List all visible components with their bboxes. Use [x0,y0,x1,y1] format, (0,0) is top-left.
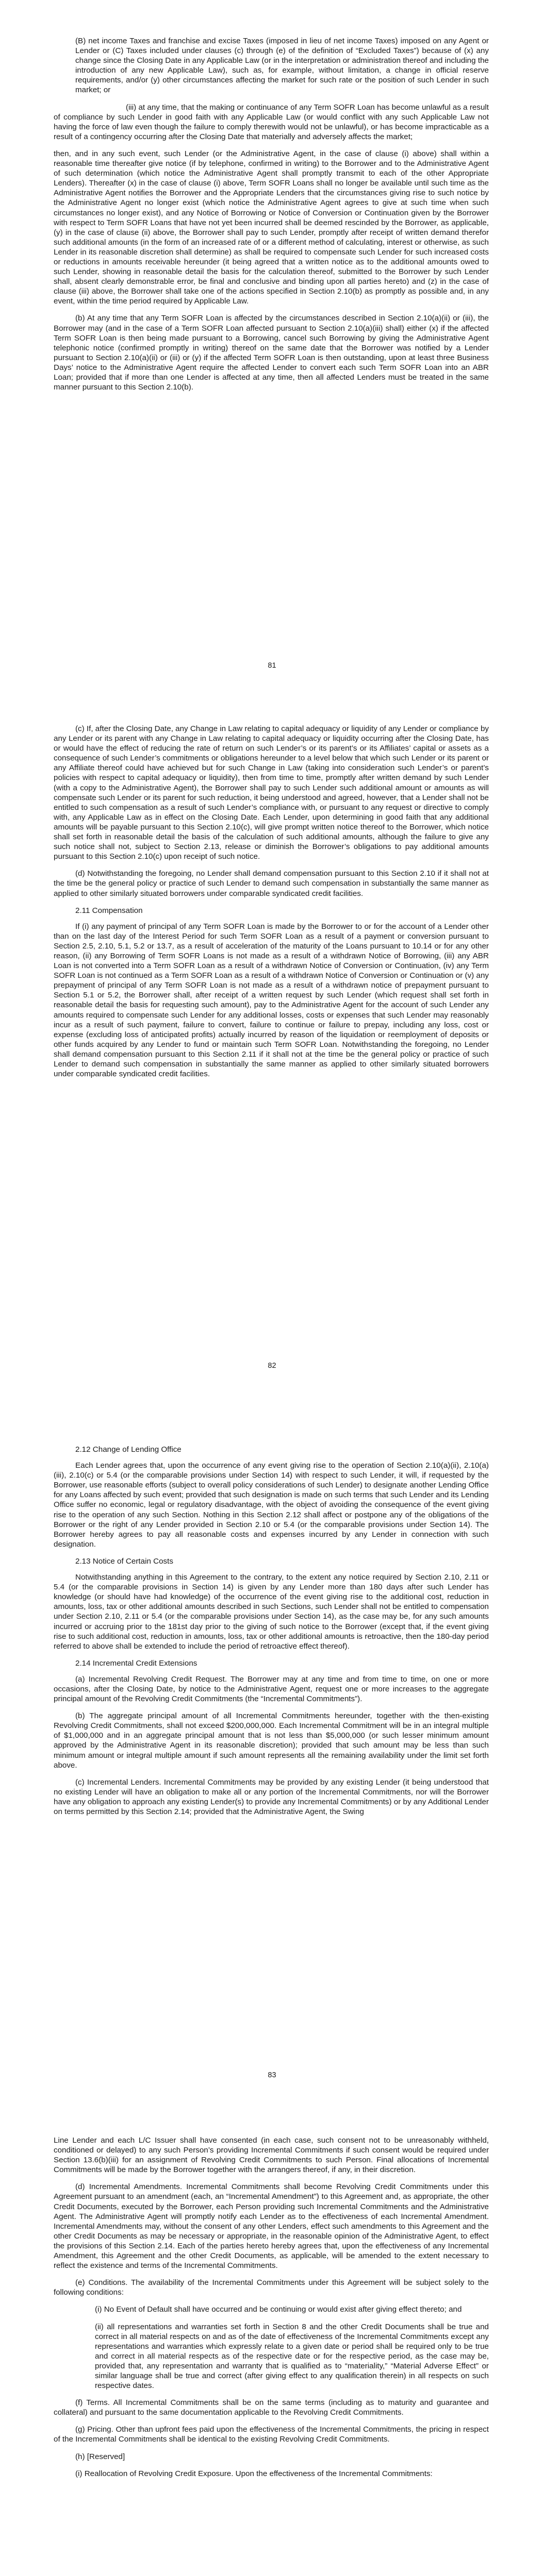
list-item: (ii) all representations and warranties set forth in Section 8 and the other Credit Documents shall be true and correct in all material respects on and as of the date of effectiveness of the Incremental Commitments except any representations and warranties which expressly relate to a given date or period shall be required only to be true and correct in all material respects as of the respective date or for the respective period, as the case may be, provided that, any representation and warranty that is qualified as to “materiality,” “Material Adverse Effect” or similar language shall be true and correct (after giving effect to any qualification therein) in all respects on such respective dates. [95,2322,489,2391]
paragraph: (c) If, after the Closing Date, any Change in Law relating to capital adequacy or liquidity of any Lender or compliance by any Lender or its parent with any Change in Law relating to capital adequacy or liquidity occurring after the Closing Date, has or would have the effect of reducing the rate of return on such Lender’s or its parent’s or its Affiliates’ capital or assets as a consequence of such Lender’s commitments or obligations hereunder to a level below that which such Lender or its parent or any Affiliate thereof could have achieved but for such Change in Law (taking into consideration such Lender’s or parent’s policies with respect to capital adequacy or liquidity), then from time to time, promptly after written demand by such Lender (with a copy to the Administrative Agent), the Borrower shall pay to such Lender such additional amount or amounts as will compensate such Lender or its parent for such reduction, it being understood and agreed, however, that a Lender shall not be entitled to such compensation as a result of such Lender’s compliance with, or pursuant to any request or directive to comply with, any Applicable Law as in effect on the Closing Date. Each Lender, upon determining in good faith that any additional amounts will be payable pursuant to this Section 2.10(c), will give prompt written notice thereof to the Borrower, which notice shall set forth in reasonable detail the basis of the calculation of such additional amounts, although the failure to give any such notice shall not, subject to Section 2.13, release or diminish the Borrower’s obligations to pay additional amounts pursuant to this Section 2.10(c) upon receipt of such notice. [54,724,489,861]
page-82-body [54,724,489,1086]
section-heading: 2.14 Incremental Credit Extensions [75,1658,197,1668]
paragraph: (g) Pricing. Other than upfront fees paid upon the effectiveness of the Incremental Commitments, the pricing in respect of the Incremental Commitments shall be identical to the existing Revolving Credit Commitments. [54,2425,489,2444]
paragraph: Each Lender agrees that, upon the occurrence of any event giving rise to the operation of Section 2.10(a)(ii), 2.10(a)(iii), 2.10(c) or 5.4 (or the comparable provisions under Section 14) with respect to such Lender, it will, if requested by the Borrower, use reasonable efforts (subject to overall policy considerations of such Lender) to designate another Lending Office for any Loans affected by such event; provided that such designation is made on such terms that such Lender and its Lending Office suffer no economic, legal or regulatory disadvantage, with the object of avoiding the consequence of the event giving rise to the operation of any such Section. Nothing in this Section 2.12 shall affect or postpone any of the obligations of the Borrower or the right of any Lender provided in Section 2.10 or 5.4 (or the comparable provisions under Section 14). The Borrower hereby agrees to pay all reasonable costs and expenses incurred by any Lender in connection with such designation. [54,1461,489,1549]
paragraph: Notwithstanding anything in this Agreement to the contrary, to the extent any notice required by Section 2.10, 2.11 or 5.4 (or the comparable provisions in Section 14) is given by any Lender more than 180 days after such Lender has knowledge (or should have had knowledge) of the occurrence of the event giving rise to the additional cost, reduction in amounts, loss, tax or other additional amounts described in such Sections, such Lender shall not be entitled to compensation under Section 2.10, 2.11 or 5.4 (or the comparable provisions under Section 14), as the case may be, for any such amounts incurred or accruing prior to the 181st day prior to the giving of such notice to the Borrower (except that, if the event giving rise to such additional cost, reduction in amounts, loss, tax or other additional amounts is retroactive, then the 180-day period referred to above shall be extended to include the period of retroactive effect thereof). [54,1573,489,1651]
paragraph: (iii) at any time, that the making or continuance of any Term SOFR Loan has become unlawful as a result of compliance by such Lender in good faith with any Applicable Law (or would conflict with any such Applicable Law not having the force of law even though the failure to comply therewith would not be unlawful), or has become impracticable as a result of a contingency occurring after the Closing Date that materially and adversely affects the market; [54,103,489,141]
section-heading: 2.11 Compensation [75,906,143,915]
paragraph: (d) Incremental Amendments. Incremental Commitments shall become Revolving Credit Commitments under this Agreement pursuant to an amendment (each, an “Incremental Amendment”) to this Agreement and, as appropriate, the other Credit Documents, executed by the Borrower, each Person providing such Incremental Commitments and the Administrative Agent. The Administrative Agent will promptly notify each Lender as to the effectiveness of each Incremental Amendment. Incremental Amendments may, without the consent of any other Lenders, effect such amendments to this Agreement and the other Credit Documents as may be necessary or appropriate, in the reasonable opinion of the Administrative Agent, to effect the provisions of this Section 2.14. Each of the parties hereto hereby agrees that, upon the effectiveness of any Incremental Amendment, this Agreement and the other Credit Documents, as applicable, will be amended to the extent necessary to reflect the existence and terms of the Incremental Commitments. [54,2182,489,2270]
paragraph: (i) Reallocation of Revolving Credit Exposure. Upon the effectiveness of the Incremental Commitments: [75,2469,433,2478]
paragraph: Line Lender and each L/C Issuer shall have consented (in each case, such consent not to be unreasonably withheld, conditioned or delayed) to any such Person’s providing Incremental Commitments if such consent would be required under Section 13.6(b)(iii) for an assignment of Revolving Credit Commitments to such Person. Final allocations of Incremental Commitments will be made by the Borrower together with the arrangers thereof, if any, in their discretion. [54,2136,489,2175]
page-number: 81 [268,662,276,670]
section-heading: 2.13 Notice of Certain Costs [75,1556,173,1566]
page-84-body [54,2136,489,2486]
paragraph: (B) net income Taxes and franchise and excise Taxes (imposed in lieu of net income Taxes) imposed on any Agent or Lender or (C) Taxes included under clauses (c) through (e) of the definition of “Excluded Taxes”) because of (x) any change since the Closing Date in any Applicable Law (or in the interpretation or administration thereof and including the introduction of any new Applicable Law), such as, for example, without limitation, a change in official reserve requirements, and/or (y) other circumstances affecting the market for such rate or the position of such Lender in such market; or [75,37,489,95]
page-81-body [54,36,489,399]
section-heading: 2.12 Change of Lending Office [75,1445,182,1454]
page-83-body [54,1443,489,1824]
paragraph: (e) Conditions. The availability of the Incremental Commitments under this Agreement will be subject solely to the following conditions: [54,2278,489,2297]
paragraph: (b) At any time that any Term SOFR Loan is affected by the circumstances described in Section 2.10(a)(ii) or (iii), the Borrower may (and in the case of a Term SOFR Loan affected pursuant to Section 2.10(a)(iii) shall) either (x) if the affected Term SOFR Loan is then being made pursuant to a Borrowing, cancel such Borrowing by giving the Administrative Agent telephonic notice (confirmed promptly in writing) thereof on the same date that the Borrower was notified by a Lender pursuant to Section 2.10(a)(ii) or (iii) or (y) if the affected Term SOFR Loan is then outstanding, upon at least three Business Days’ notice to the Administrative Agent require the affected Lender to convert each such Term SOFR Loan into an ABR Loan; provided that if more than one Lender is affected at any time, then all affected Lenders must be treated in the same manner pursuant to this Section 2.10(b). [54,314,489,392]
paragraph: (f) Terms. All Incremental Commitments shall be on the same terms (including as to maturity and guarantee and collateral) and pursuant to the same documentation applicable to the Revolving Credit Commitments. [54,2398,489,2417]
page-number: 83 [268,2071,276,2079]
paragraph: (d) Notwithstanding the foregoing, no Lender shall demand compensation pursuant to this Section 2.10 if it shall not at the time be the general policy or practice of such Lender to demand such compensation in substantially the same manner as applied to other similarly situated borrowers under comparable syndicated credit facilities. [54,869,489,898]
page-number: 82 [268,1362,276,1370]
paragraph: (b) The aggregate principal amount of all Incremental Commitments hereunder, together with the then-existing Revolving Credit Commitments, shall not exceed $200,000,000. Each Incremental Commitment will be in an integral multiple of $1,000,000 and in an aggregate principal amount that is not less than $5,000,000 (or such lesser minimum amount approved by the Administrative Agent in its reasonable discretion); provided that such amount may be less than such minimum amount or integral multiple amount if such amount represents all the remaining availability under the limit set forth above. [54,1711,489,1770]
paragraph: If (i) any payment of principal of any Term SOFR Loan is made by the Borrower to or for the account of a Lender other than on the last day of the Interest Period for such Term SOFR Loan as a result of a payment or conversion pursuant to Section 2.5, 2.10, 5.1, 5.2 or 13.7, as a result of acceleration of the maturity of the Loans pursuant to 10.14 or for any other reason, (ii) any Borrowing of Term SOFR Loans is not made as a result of a withdrawn Notice of Borrowing, (iii) any ABR Loan is not converted into a Term SOFR Loan as a result of a withdrawn Notice of Conversion or Continuation, (iv) any Term SOFR Loan is not continued as a Term SOFR Loan as a result of a withdrawn Notice of Conversion or Continuation or (v) any prepayment of principal of any Term SOFR Loan is not made as a result of a withdrawn notice of prepayment pursuant to Section 5.1 or 5.2, the Borrower shall, after receipt of a written request by such Lender (which request shall set forth in reasonable detail the basis for requesting such amount), pay to the Administrative Agent for the account of such Lender any amounts required to compensate such Lender for any additional losses, costs or expenses that such Lender may reasonably incur as a result of such payment, failure to convert, failure to continue or failure to prepay, including any loss, cost or expense (excluding loss of anticipated profits) actually incurred by reason of the liquidation or reemployment of deposits or other funds acquired by any Lender to fund or maintain such Term SOFR Loan. Notwithstanding the foregoing, no Lender shall demand compensation pursuant to this Section 2.11 if it shall not at the time be the general policy or practice of such Lender to demand such compensation in substantially the same manner as applied to other similarly situated borrowers under comparable syndicated credit facilities. [54,922,489,1079]
paragraph: then, and in any such event, such Lender (or the Administrative Agent, in the case of clause (i) above) shall within a reasonable time thereafter give notice (if by telephone, confirmed in writing) to the Borrower and to the Administrative Agent of such determination (which notice the Administrative Agent shall promptly transmit to each of the other Appropriate Lenders). Thereafter (x) in the case of clause (i) above, Term SOFR Loans shall no longer be available until such time as the Administrative Agent notifies the Borrower and the Appropriate Lenders that the circumstances giving rise to such notice by the Administrative Agent no longer exist (which notice the Administrative Agent agrees to give at such time when such circumstances no longer exist), and any Notice of Borrowing or Notice of Conversion or Continuation given by the Borrower with respect to Term SOFR Loans that have not yet been incurred shall be deemed rescinded by the Borrower, as applicable, (y) in the case of clause (ii) above, the Borrower shall pay to such Lender, promptly after receipt of written demand therefor such additional amounts (in the form of an increased rate of or a different method of calculating, interest or otherwise, as such Lender in its reasonable discretion shall determine) as shall be required to compensate such Lender for such increased costs or reductions in amounts receivable hereunder (it being agreed that a written notice as to the additional amounts owed to such Lender, showing in reasonable detail the basis for the calculation thereof, submitted to the Borrower by such Lender shall, absent clearly demonstrable error, be final and conclusive and binding upon all parties hereto) and (z) in the case of clause (iii) above, the Borrower shall take one of the actions specified in Section 2.10(b) as promptly as possible and, in any event, within the time period required by Applicable Law. [54,149,489,306]
list-item: (i) No Event of Default shall have occurred and be continuing or would exist after giving effect thereto; and [95,2305,462,2314]
paragraph: (c) Incremental Lenders. Incremental Commitments may be provided by any existing Lender (it being understood that no existing Lender will have an obligation to make all or any portion of the Incremental Commitments, nor will the Borrower have any obligation to approach any existing Lender(s) to provide any Incremental Commitments) or by any Additional Lender on terms permitted by this Section 2.14; provided that the Administrative Agent, the Swing [54,1777,489,1816]
paragraph: (h) [Reserved] [75,2452,125,2461]
paragraph: (a) Incremental Revolving Credit Request. The Borrower may at any time and from time to time, on one or more occasions, after the Closing Date, by notice to the Administrative Agent, request one or more increases to the aggregate principal amount of the Revolving Credit Commitments (the “Incremental Commitments”). [54,1674,489,1704]
